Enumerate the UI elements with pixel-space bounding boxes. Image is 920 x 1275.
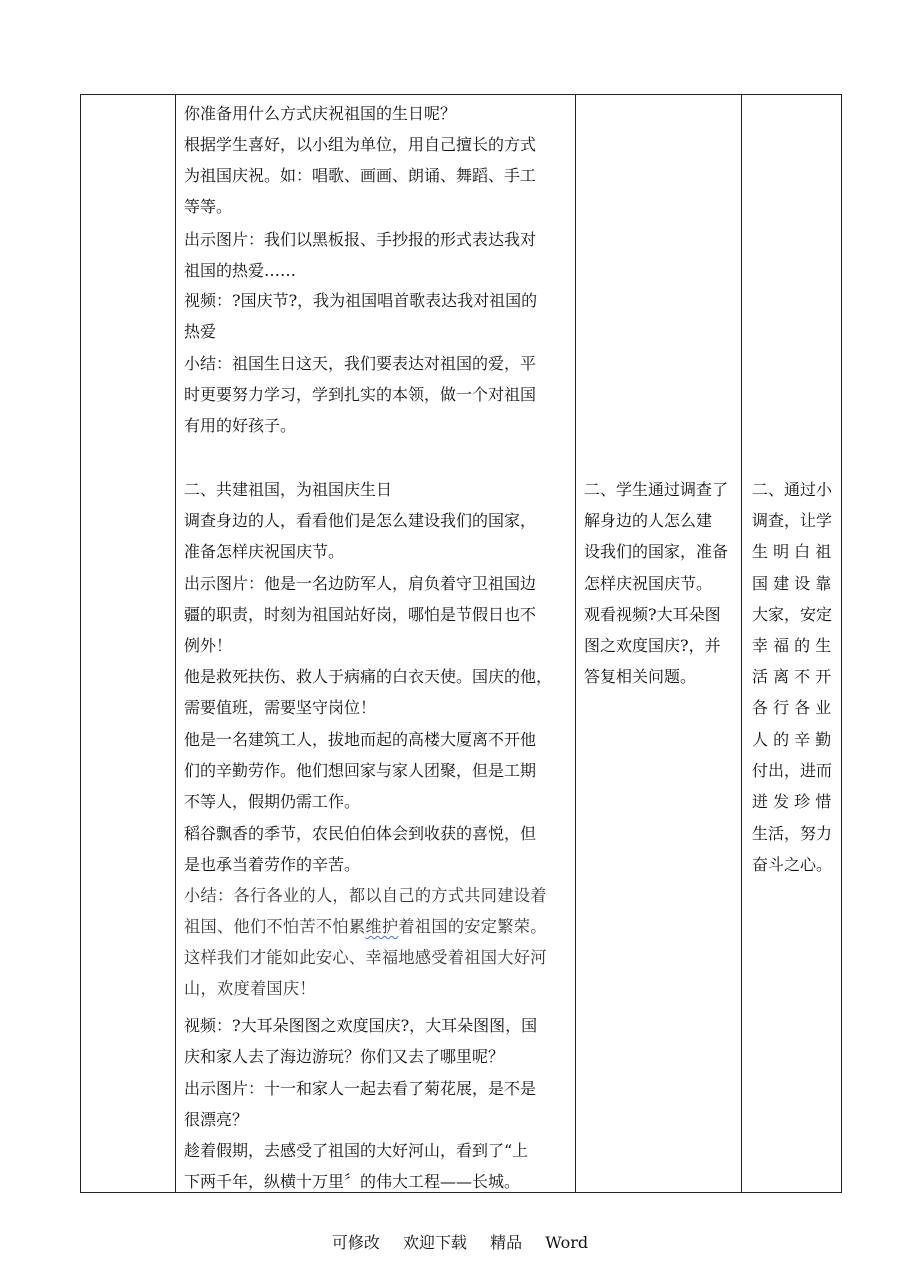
text-line: 各 行 各 业 bbox=[752, 698, 832, 717]
lesson-table bbox=[80, 94, 842, 1193]
text-line: 幸 福 的 生 bbox=[752, 636, 832, 655]
text-line: 庆和家人去了海边游玩？你们又去了哪里呢？ bbox=[184, 1047, 505, 1066]
text-line: 视频：?大耳朵图图之欢度国庆?，大耳朵图图，国 bbox=[184, 1016, 538, 1035]
text-line: 设我们的国家，准备 bbox=[584, 542, 729, 561]
text-line: 热爱 bbox=[184, 322, 217, 341]
text-line: 下两千年，纵横十万里〞的伟大工程——长城。 bbox=[184, 1172, 521, 1191]
text-line: 调查身边的人，看看他们是怎么建设我们的国家， bbox=[184, 511, 537, 530]
text-line: 迸 发 珍 惜 bbox=[752, 792, 832, 811]
text-line: 时更要努力学习，学到扎实的本领，做一个对祖国 bbox=[184, 385, 537, 404]
summary-fragment: 着祖国的安定繁荣。 bbox=[398, 917, 547, 936]
text-line: 根据学生喜好，以小组为单位，用自己擅长的方式 bbox=[184, 135, 537, 154]
summary-fragment: 祖国、他们不怕苦不怕累 bbox=[184, 917, 366, 936]
text-line: 等等。 bbox=[184, 197, 233, 216]
spellcheck-underline: 维护 bbox=[365, 917, 399, 936]
summary-line: 山，欢度着国庆！ bbox=[184, 979, 316, 998]
page-footer bbox=[0, 1230, 920, 1253]
text-line: 出示图片：十一和家人一起去看了菊花展，是不是 bbox=[184, 1079, 537, 1098]
text-line: 稻谷飘香的季节，农民伯伯体会到收获的喜悦，但 bbox=[184, 824, 537, 843]
text-line: 们的辛勤劳作。他们想回家与家人团聚，但是工期 bbox=[184, 761, 537, 780]
summary-line: 小结：各行各业的人，都以自己的方式共同建设着 bbox=[184, 886, 547, 905]
section-heading: 二、共建祖国，为祖国庆生日 bbox=[184, 480, 393, 499]
column-divider bbox=[575, 95, 576, 1192]
text-line: 二、通过小 bbox=[752, 480, 833, 499]
text-line: 答复相关问题。 bbox=[584, 667, 697, 686]
text-line: 需要值班，需要坚守岗位！ bbox=[184, 698, 377, 717]
text-line: 他是救死扶伤、救人于病痛的白衣天使。国庆的他， bbox=[184, 667, 553, 686]
text-line: 准备怎样庆祝国庆节。 bbox=[184, 542, 345, 561]
text-line: 生活，努力 bbox=[752, 824, 833, 843]
text-line: 图之欢度国庆?，并 bbox=[584, 636, 721, 655]
text-line: 很漂亮？ bbox=[184, 1110, 249, 1129]
text-line: 奋斗之心。 bbox=[752, 855, 833, 874]
text-line: 活 离 不 开 bbox=[752, 667, 832, 686]
summary-line: 这样我们才能如此安心、幸福地感受着祖国大好河 bbox=[184, 948, 547, 967]
text-line: 有用的好孩子。 bbox=[184, 416, 297, 435]
text-line: 调查，让学 bbox=[752, 511, 833, 530]
text-line: 疆的职责，时刻为祖国站好岗，哪怕是节假日也不 bbox=[184, 605, 537, 624]
text-line: 例外！ bbox=[184, 636, 233, 655]
text-line: 出示图片：我们以黑板报、手抄报的形式表达我对 bbox=[184, 230, 537, 249]
text-line: 小结：祖国生日这天，我们要表达对祖国的爱，平 bbox=[184, 354, 537, 373]
text-line: 怎样庆祝国庆节。 bbox=[584, 574, 713, 593]
text-line: 趁着假期，去感受了祖国的大好河山，看到了“上 bbox=[184, 1141, 529, 1160]
text-line: 人 的 辛 勤 bbox=[752, 730, 832, 749]
text-line: 是也承当着劳作的辛苦。 bbox=[184, 855, 361, 874]
text-line: 祖国的热爱…… bbox=[184, 261, 297, 280]
summary-line bbox=[184, 917, 547, 937]
text-line: 为祖国庆祝。如：唱歌、画画、朗诵、舞蹈、手工 bbox=[184, 166, 537, 185]
text-line: 观看视频?大耳朵图 bbox=[584, 605, 721, 624]
footer-item: Word bbox=[545, 1233, 589, 1252]
text-line: 视频：?国庆节?，我为祖国唱首歌表达我对祖国的 bbox=[184, 291, 538, 310]
text-line: 二、学生通过调查了 bbox=[584, 480, 729, 499]
text-line: 你准备用什么方式庆祝祖国的生日呢？ bbox=[184, 104, 457, 123]
text-line: 不等人，假期仍需工作。 bbox=[184, 792, 361, 811]
footer-item: 可修改 bbox=[331, 1233, 380, 1252]
column-divider bbox=[175, 95, 176, 1192]
text-line: 大家，安定 bbox=[752, 605, 833, 624]
footer-item: 欢迎下载 bbox=[403, 1233, 468, 1252]
text-line: 他是一名建筑工人，拔地而起的高楼大厦离不开他 bbox=[184, 730, 537, 749]
text-line: 生 明 白 祖 bbox=[752, 542, 832, 561]
text-line: 国 建 设 靠 bbox=[752, 574, 832, 593]
text-line: 解身边的人怎么建 bbox=[584, 511, 713, 530]
text-line: 出示图片：他是一名边防军人，肩负着守卫祖国边 bbox=[184, 574, 537, 593]
text-line: 付出，进而 bbox=[752, 761, 833, 780]
footer-item: 精品 bbox=[490, 1233, 523, 1252]
column-divider bbox=[741, 95, 742, 1192]
